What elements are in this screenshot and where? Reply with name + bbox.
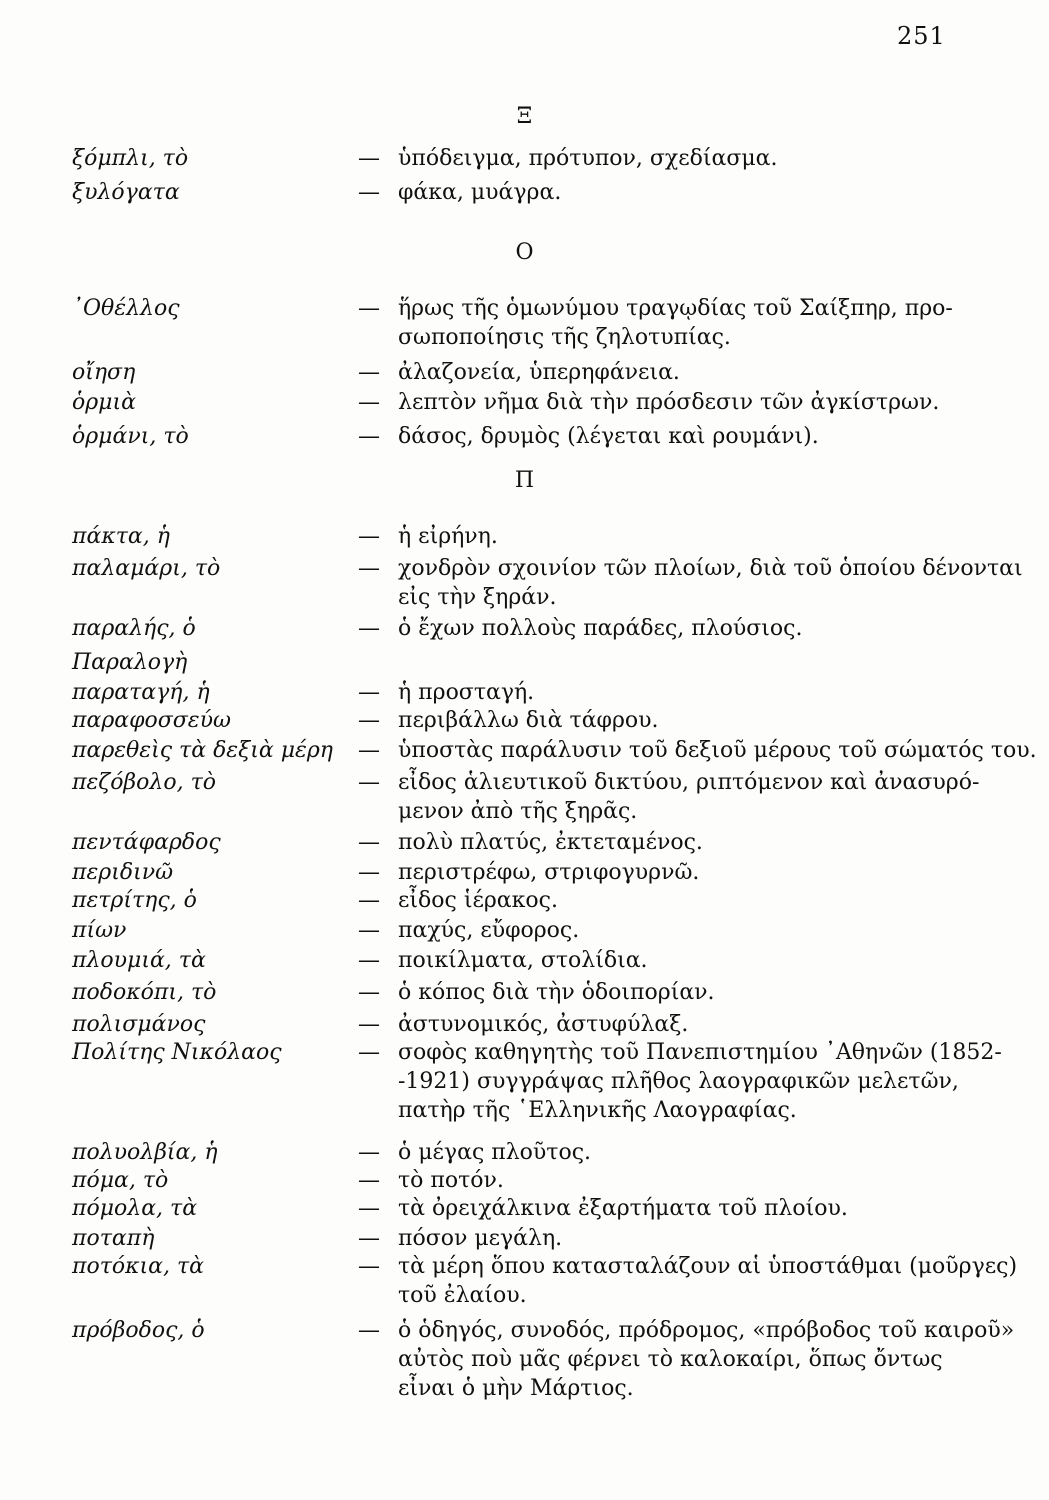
entry-definition: φάκα, μυάγρα. xyxy=(398,180,562,205)
entry-dash: — xyxy=(358,1012,380,1037)
entry-term: πόμα, τὸ xyxy=(72,1168,169,1193)
entry-definition: -1921) συγγράψας πλῆθος λαογραφικῶν μελετῶν, xyxy=(398,1069,959,1094)
entry-definition: ἀστυνομικός, ἀστυφύλαξ. xyxy=(398,1012,689,1037)
entry-definition: τοῦ ἐλαίου. xyxy=(398,1283,527,1308)
entry-term: πεζόβολο, τὸ xyxy=(72,770,216,795)
entry-term: ᾿Οθέλλος xyxy=(72,296,180,321)
entry-definition: σοφὸς καθηγητὴς τοῦ Πανεπιστημίου ᾿Αθηνῶν (1852- xyxy=(398,1040,1002,1065)
entry-definition: χονδρὸν σχοινίον τῶν πλοίων, διὰ τοῦ ὁποίου δένονται xyxy=(398,556,1023,581)
entry-definition: ὑπόδειγμα, πρότυπον, σχεδίασμα. xyxy=(398,146,778,171)
entry-dash: — xyxy=(358,390,380,415)
entry-definition: τὸ ποτόν. xyxy=(398,1168,504,1193)
entry-term: παραταγή, ἡ xyxy=(72,680,210,705)
entry-term: πεντάφαρδος xyxy=(72,830,221,855)
entry-definition: πόσον μεγάλη. xyxy=(398,1226,563,1251)
entry-term: πολυολβία, ἡ xyxy=(72,1140,218,1165)
entry-dash: — xyxy=(358,1196,380,1221)
entry-dash: — xyxy=(358,1168,380,1193)
entry-dash: — xyxy=(358,708,380,733)
entry-dash: — xyxy=(358,1318,380,1343)
entry-definition: ἥρως τῆς ὁμωνύμου τραγῳδίας τοῦ Σαίξπηρ, προ- xyxy=(398,296,953,321)
section-letter: Ο xyxy=(515,240,534,265)
entry-term: Παραλογὴ xyxy=(72,650,188,675)
entry-definition: τὰ μέρη ὅπου κατασταλάζουν αἱ ὑποστάθμαι (μοῦργες) xyxy=(398,1254,1018,1279)
entry-term: παραλής, ὁ xyxy=(72,616,196,641)
entry-definition: ἡ εἰρήνη. xyxy=(398,524,498,549)
entry-term: πόμολα, τὰ xyxy=(72,1196,198,1221)
entry-dash: — xyxy=(358,296,380,321)
entry-definition: ὁ μέγας πλοῦτος. xyxy=(398,1140,592,1165)
entry-definition: σωποποίησις τῆς ζηλοτυπίας. xyxy=(398,325,731,350)
entry-term: πάκτα, ἡ xyxy=(72,524,170,549)
entry-definition: πατὴρ τῆς ῾Ελληνικῆς Λαογραφίας. xyxy=(398,1098,797,1123)
entry-dash: — xyxy=(358,1140,380,1165)
entry-dash: — xyxy=(358,616,380,641)
entry-term: πλουμιά, τὰ xyxy=(72,948,206,973)
entry-dash: — xyxy=(358,888,380,913)
entry-term: ξυλόγατα xyxy=(72,180,180,205)
entry-dash: — xyxy=(358,556,380,581)
entry-definition: αὐτὸς ποὺ μᾶς φέρνει τὸ καλοκαίρι, ὅπως ὄντως xyxy=(398,1347,943,1372)
entry-dash: — xyxy=(358,1254,380,1279)
entry-term: ξόμπλι, τὸ xyxy=(72,146,189,171)
entry-definition: ποικίλματα, στολίδια. xyxy=(398,948,648,973)
entry-definition: περιστρέφω, στριφογυρνῶ. xyxy=(398,860,700,885)
entry-definition: περιβάλλω διὰ τάφρου. xyxy=(398,708,659,733)
entry-dash: — xyxy=(358,146,380,171)
entry-definition: ἡ προσταγή. xyxy=(398,680,535,705)
entry-definition: ὑποστὰς παράλυσιν τοῦ δεξιοῦ μέρους τοῦ σώματός του. xyxy=(398,738,1037,763)
entry-dash: — xyxy=(358,738,380,763)
entry-term: ποδοκόπι, τὸ xyxy=(72,980,217,1005)
entry-definition: παχύς, εὔφορος. xyxy=(398,918,580,943)
entry-term: παλαμάρι, τὸ xyxy=(72,556,221,581)
entry-definition: εἶναι ὁ μὴν Μάρτιος. xyxy=(398,1376,634,1401)
entry-dash: — xyxy=(358,1040,380,1065)
entry-definition: ὁ ὁδηγός, συνοδός, πρόδρομος, «πρόβοδος τοῦ καιροῦ» xyxy=(398,1318,1015,1343)
entry-dash: — xyxy=(358,524,380,549)
entry-dash: — xyxy=(358,180,380,205)
entry-term: οἴηση xyxy=(72,360,136,385)
entry-definition: πολὺ πλατύς, ἐκτεταμένος. xyxy=(398,830,703,855)
entry-dash: — xyxy=(358,1226,380,1251)
entry-definition: εἰς τὴν ξηράν. xyxy=(398,585,557,610)
entry-dash: — xyxy=(358,830,380,855)
entry-term: πολισμάνος xyxy=(72,1012,206,1037)
entry-definition: δάσος, δρυμὸς (λέγεται καὶ ρουμάνι). xyxy=(398,424,819,449)
entry-definition: τὰ ὀρειχάλκινα ἐξαρτήματα τοῦ πλοίου. xyxy=(398,1196,848,1221)
entry-term: ὁρμιὰ xyxy=(72,390,136,415)
entry-definition: ἀλαζονεία, ὑπερηφάνεια. xyxy=(398,360,680,385)
entry-definition: ὁ ἔχων πολλοὺς παράδες, πλούσιος. xyxy=(398,616,803,641)
entry-term: Πολίτης Νικόλαος xyxy=(72,1040,282,1065)
entry-term: παρεθεὶς τὰ δεξιὰ μέρη xyxy=(72,738,333,763)
entry-term: ποτόκια, τὰ xyxy=(72,1254,205,1279)
entry-term: περιδινῶ xyxy=(72,860,174,885)
entry-dash: — xyxy=(358,948,380,973)
entry-dash: — xyxy=(358,360,380,385)
entry-term: πρόβοδος, ὁ xyxy=(72,1318,205,1343)
entry-definition: ὁ κόπος διὰ τὴν ὁδοιπορίαν. xyxy=(398,980,715,1005)
entry-term: ποταπὴ xyxy=(72,1226,155,1251)
entry-term: πετρίτης, ὁ xyxy=(72,888,197,913)
section-letter: Π xyxy=(514,468,535,493)
entry-definition: εἶδος ἱέρακος. xyxy=(398,888,558,913)
section-letter: Ξ xyxy=(516,104,533,129)
entry-term: παραφοσσεύω xyxy=(72,708,231,733)
entry-definition: εἶδος ἁλιευτικοῦ δικτύου, ριπτόμενον καὶ ἀνασυρό- xyxy=(398,770,980,795)
entry-dash: — xyxy=(358,424,380,449)
entry-definition: μενον ἀπὸ τῆς ξηρᾶς. xyxy=(398,799,638,824)
entry-dash: — xyxy=(358,918,380,943)
entry-dash: — xyxy=(358,680,380,705)
entry-term: πίων xyxy=(72,918,127,943)
entry-dash: — xyxy=(358,980,380,1005)
entry-dash: — xyxy=(358,770,380,795)
entry-dash: — xyxy=(358,860,380,885)
entry-definition: λεπτὸν νῆμα διὰ τὴν πρόσδεσιν τῶν ἀγκίστρων. xyxy=(398,390,940,415)
entry-term: ὁρμάνι, τὸ xyxy=(72,424,189,449)
page-number: 251 xyxy=(897,22,946,50)
